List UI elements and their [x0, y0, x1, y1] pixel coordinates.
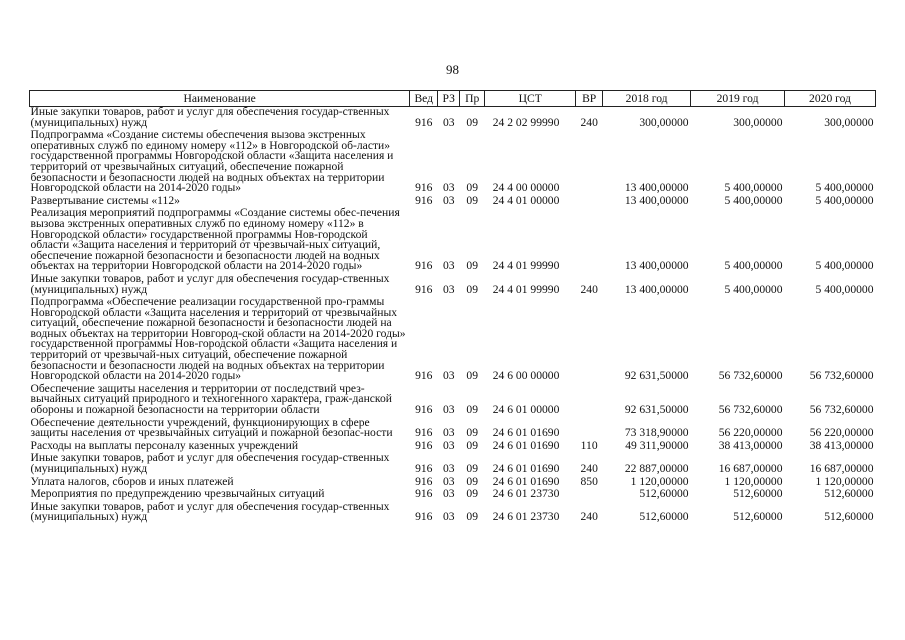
row-value-2019: 5 400,00000 [724, 181, 783, 195]
row-value-2018: 13 400,00000 [624, 181, 689, 195]
row-rz: 03 [442, 282, 455, 296]
row-value-2020: 512,60000 [824, 487, 874, 501]
table-row [30, 194, 876, 207]
row-name: Иные закупки товаров, работ и услуг для обеспечения государ-ственных (муниципальных) нужд [30, 499, 390, 524]
row-rz: 03 [442, 462, 455, 475]
row-value-2019: 56 732,60000 [718, 403, 783, 417]
row-cst: 24 6 01 01690 [492, 474, 560, 488]
row-pr: 09 [466, 115, 479, 129]
row-value-2019: 56 220,00000 [718, 426, 783, 440]
row-vr [576, 416, 603, 439]
header-vr: ВР [576, 91, 603, 107]
row-pr: 09 [466, 282, 479, 296]
row-vr [576, 487, 603, 500]
row-rz: 03 [442, 510, 455, 524]
table-row [30, 206, 876, 272]
table-row [30, 128, 876, 194]
row-value-2018: 300,00000 [639, 115, 689, 129]
row-value-2018: 22 887,00000 [624, 462, 689, 475]
table-row [30, 439, 876, 452]
table-row [30, 272, 876, 295]
table-row [30, 500, 876, 523]
row-name: Иные закупки товаров, работ и услуг для обеспечения государ-ственных (муниципальных) нужд [30, 105, 390, 129]
row-vr [576, 206, 603, 272]
row-vr: 110 [580, 438, 598, 452]
row-value-2018: 92 631,50000 [624, 403, 689, 417]
row-value-2019: 56 732,60000 [718, 369, 783, 383]
row-vr [576, 128, 603, 194]
row-value-2018: 13 400,00000 [624, 282, 689, 296]
row-pr: 09 [466, 181, 479, 195]
row-rz: 03 [442, 403, 455, 417]
row-ved: 916 [415, 115, 433, 129]
row-value-2020: 56 732,60000 [809, 403, 874, 417]
row-ved: 916 [415, 403, 433, 417]
row-value-2018: 512,60000 [639, 510, 689, 524]
row-cst: 24 6 01 23730 [492, 510, 560, 524]
row-ved: 916 [415, 426, 433, 440]
header-cst: ЦСТ [485, 91, 576, 107]
row-value-2018: 49 311,90000 [625, 438, 689, 452]
row-vr: 240 [580, 462, 598, 475]
header-pr: Пр [460, 91, 485, 107]
row-cst: 24 4 01 00000 [492, 193, 560, 207]
row-cst: 24 6 01 00000 [492, 403, 560, 417]
row-cst: 24 4 01 99990 [492, 259, 560, 273]
table-row [30, 416, 876, 439]
row-name: Подпрограмма «Обеспечение реализации государственной про-граммы Новгородской области «Защита населения и территорий от чрезвычайных ситуаций, обеспечение пожарной безопасности и безопасности людей на водных объектах на территории Новгород-ской области на 2014-2020 годы» государственной программы Нов-городской области «Защита населения и территорий от чрезвычай-ных ситуаций, обеспечение пожарной безопасности и безопасности людей на водных объектах на территории Новгородской области на 2014-2020 годы» [30, 295, 406, 383]
row-ved: 916 [415, 510, 433, 524]
row-value-2019: 5 400,00000 [724, 193, 783, 207]
row-pr: 09 [466, 462, 479, 475]
row-vr: 240 [580, 115, 598, 129]
row-rz: 03 [442, 181, 455, 195]
row-ved: 916 [415, 259, 433, 273]
row-cst: 24 4 00 00000 [492, 181, 560, 195]
row-cst: 24 6 00 00000 [492, 369, 560, 383]
row-pr: 09 [466, 403, 479, 417]
row-pr: 09 [466, 259, 479, 273]
table-row [30, 451, 876, 474]
row-value-2019: 5 400,00000 [724, 259, 783, 273]
row-value-2019: 5 400,00000 [724, 282, 783, 296]
row-pr: 09 [466, 474, 479, 488]
row-vr: 240 [580, 282, 598, 296]
row-name: Мероприятия по предупреждению чрезвычайных ситуаций [30, 487, 325, 501]
row-value-2019: 1 120,00000 [724, 474, 783, 488]
table-row [30, 107, 876, 129]
row-ved: 916 [415, 282, 433, 296]
row-ved: 916 [415, 487, 433, 501]
row-vr [576, 295, 603, 382]
row-value-2018: 92 631,50000 [624, 369, 689, 383]
row-value-2020: 16 687,00000 [809, 462, 874, 475]
row-name: Расходы на выплаты персоналу казенных учреждений [30, 438, 299, 452]
row-cst: 24 4 01 99990 [492, 282, 560, 296]
row-ved: 916 [415, 474, 433, 488]
budget-table [29, 90, 876, 523]
row-cst: 24 6 01 01690 [492, 438, 560, 452]
row-value-2020: 5 400,00000 [815, 282, 874, 296]
row-rz: 03 [442, 438, 455, 452]
header-ved: Вед [410, 91, 438, 107]
row-value-2018: 13 400,00000 [624, 259, 689, 273]
row-rz: 03 [442, 474, 455, 488]
row-value-2020: 56 220,00000 [809, 426, 874, 440]
row-name: Реализация мероприятий подпрограммы «Создание системы обес-печения вызова экстренных оперативных служб по единому номеру «112» в Новгородской области» государственной программы Нов-городской области «Защита населения и территорий от чрезвычай-ных ситуаций, обеспечение пожарной безопасности и безопасности людей на водных объектах на территории Новгородской области на 2014-2020 годы» [30, 206, 400, 273]
row-value-2020: 5 400,00000 [815, 193, 874, 207]
row-ved: 916 [415, 181, 433, 195]
row-name: Обеспечение защиты населения и территории от последствий чрез-вычайных ситуаций природного и техногенного характера, граж-данской обороны и пожарной безопасности на территории области [30, 381, 392, 417]
row-value-2019: 300,00000 [733, 115, 783, 129]
row-pr: 09 [466, 193, 479, 207]
row-vr [576, 194, 603, 207]
row-value-2020: 512,60000 [824, 510, 874, 524]
table-row [30, 475, 876, 488]
row-value-2019: 16 687,00000 [718, 462, 783, 475]
row-rz: 03 [442, 193, 455, 207]
header-rz: РЗ [438, 91, 460, 107]
row-cst: 24 6 01 01690 [492, 426, 560, 440]
row-value-2018: 73 318,90000 [624, 426, 689, 440]
row-name: Иные закупки товаров, работ и услуг для обеспечения государ-ственных (муниципальных) нужд [30, 271, 390, 296]
header-2020: 2020 год [785, 91, 876, 107]
row-cst: 24 6 01 01690 [492, 462, 560, 475]
row-ved: 916 [415, 462, 433, 475]
row-pr: 09 [466, 438, 479, 452]
row-value-2020: 56 732,60000 [809, 369, 874, 383]
table-body [30, 107, 876, 523]
table-row [30, 295, 876, 382]
row-value-2019: 512,60000 [733, 510, 783, 524]
row-cst: 24 2 02 99990 [492, 115, 560, 129]
row-ved: 916 [415, 369, 433, 383]
row-rz: 03 [442, 259, 455, 273]
header-2019: 2019 год [691, 91, 785, 107]
row-name: Иные закупки товаров, работ и услуг для обеспечения государ-ственных (муниципальных) нужд [30, 451, 390, 475]
row-value-2018: 512,60000 [639, 487, 689, 501]
row-name: Подпрограмма «Создание системы обеспечения вызова экстренных оперативных служб по единому номеру «112» в Новгородской об-ласти» государственной программы Новгородской области «Защита населения и территорий от чрезвычайных ситуаций, обеспечение пожарной безопасности и безопасности людей на водных объектах на территории Новгородской области на 2014-2020 годы» [30, 128, 394, 195]
row-pr: 09 [466, 510, 479, 524]
row-value-2018: 1 120,00000 [630, 474, 689, 488]
row-name: Развертывание системы «112» [30, 193, 180, 207]
row-value-2018: 13 400,00000 [624, 193, 689, 207]
row-pr: 09 [466, 369, 479, 383]
row-name: Обеспечение деятельности учреждений, функционирующих в сфере защиты населения от чрезвычайных ситуаций и пожарной безопас-ности [30, 415, 393, 440]
row-value-2020: 38 413,00000 [809, 438, 874, 452]
table-row [30, 487, 876, 500]
row-vr: 850 [580, 474, 598, 488]
row-value-2020: 1 120,00000 [815, 474, 874, 488]
row-ved: 916 [415, 438, 433, 452]
page-number: 98 [446, 62, 459, 77]
row-value-2020: 5 400,00000 [815, 259, 874, 273]
row-rz: 03 [442, 369, 455, 383]
row-pr: 09 [466, 426, 479, 440]
header-name: Наименование [30, 91, 410, 107]
row-value-2019: 38 413,00000 [718, 438, 783, 452]
row-value-2020: 5 400,00000 [815, 181, 874, 195]
row-pr: 09 [466, 487, 479, 501]
row-ved: 916 [415, 193, 433, 207]
row-rz: 03 [442, 115, 455, 129]
row-vr [576, 382, 603, 416]
table-row [30, 382, 876, 416]
row-value-2019: 512,60000 [733, 487, 783, 501]
row-value-2020: 300,00000 [824, 115, 874, 129]
row-rz: 03 [442, 426, 455, 440]
row-name: Уплата налогов, сборов и иных платежей [30, 474, 234, 488]
row-vr: 240 [580, 510, 598, 524]
row-rz: 03 [442, 487, 455, 501]
header-2018: 2018 год [603, 91, 691, 107]
row-cst: 24 6 01 23730 [492, 487, 560, 501]
